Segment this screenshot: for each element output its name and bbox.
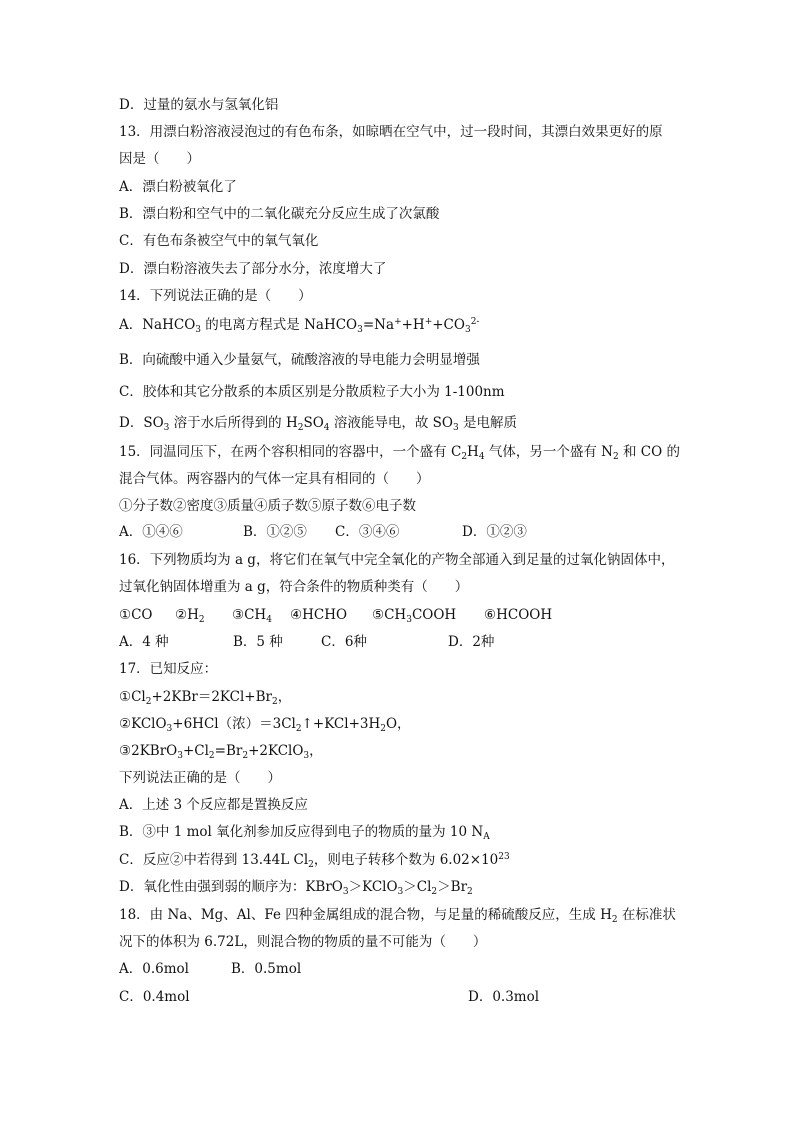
question-14-option-a: A．NaHCO$_3$ 的电离方程式是 $NaHCO_3=Na^++H^++CO_3^{2-}$ — [119, 317, 480, 335]
question-16-text: 16．下列物质均为 a g，将它们在氧气中完全氧化的产物全部通入到足量的过氧化钠固体中， — [119, 552, 675, 568]
question-14-option-c: C．胶体和其它分散系的本质区别是分散质粒子大小为 1-100nm — [119, 384, 505, 400]
question-16-option-a: A．4 种 — [119, 634, 169, 650]
question-15-items: ①分子数②密度③质量④质子数⑤原子数⑥电子数 — [119, 498, 416, 514]
question-16-option-d: D．2种 — [448, 634, 495, 650]
question-18-option-c: C．0.4mol — [119, 989, 190, 1005]
option-d-q12: D．过量的氨水与氢氧化铝 — [119, 97, 279, 113]
question-14-option-d: D．$SO_3$ 溶于水后所得到的 $H_2SO_4$ 溶液能导电，故 $SO_3$ 是电解质 — [119, 415, 517, 433]
question-18-option-b: B．0.5mol — [231, 961, 302, 977]
question-16-item-6: ⑥HCOOH — [484, 607, 553, 623]
question-17-reaction-3: $③2KBrO_3+Cl_2=Br_2+2KClO_3$， — [119, 743, 323, 761]
question-15-option-c: C．③④⑥ — [335, 524, 400, 540]
question-18-option-a: A．0.6mol — [119, 961, 189, 977]
question-16-text-cont: 过氧化钠固体增重为 a g，符合条件的物质种类有（ ） — [119, 579, 469, 595]
question-17-text: 17．已知反应： — [119, 661, 218, 677]
question-13-option-a: A．漂白粉被氧化了 — [119, 179, 237, 195]
question-17-option-d: D．氧化性由强到弱的顺序为：$KBrO_3>KClO_3>Cl_2>Br_2$ — [119, 879, 473, 897]
question-17-reaction-1: $①Cl_2+2KBr=2KCl+Br_2$， — [119, 689, 292, 707]
question-16-item-1: ①CO — [119, 607, 153, 623]
question-15-text-cont: 混合气体。两容器内的气体一定具有相同的（ ） — [119, 471, 430, 487]
question-16-item-4: ④HCHO — [290, 607, 348, 623]
question-18-text-cont: 况下的体积为 6.72L，则混合物的物质的量不可能为（ ） — [119, 934, 487, 950]
question-16-item-2: $②H_2$ — [175, 607, 205, 625]
question-14-text: 14．下列说法正确的是（ ） — [119, 288, 312, 304]
question-13-option-d: D．漂白粉溶液失去了部分水分，浓度增大了 — [119, 261, 387, 277]
question-13-option-c: C．有色布条被空气中的氧气氧化 — [119, 233, 319, 249]
question-13-option-b: B．漂白粉和空气中的二氧化碳充分反应生成了次氯酸 — [119, 206, 440, 222]
question-13-text: 13．用漂白粉溶液浸泡过的有色布条，如晾晒在空气中，过一段时间，其漂白效果更好的原 — [119, 124, 663, 140]
question-15-text: 15．同温同压下，在两个容积相同的容器中，一个盛有 $C_2H_4$ 气体，另一个盛有 $N_2$ 和 CO 的 — [119, 444, 680, 462]
question-16-item-5: $⑤CH_3COOH$ — [372, 607, 457, 625]
question-15-option-a: A．①④⑥ — [119, 524, 183, 540]
question-16-item-3: $③CH_4$ — [232, 607, 272, 625]
question-17-option-c: C．反应②中若得到 13.44L $Cl_2$，则电子转移个数为 $6.02\times 10^{23}$ — [119, 852, 510, 870]
question-18-option-d: D．0.3mol — [468, 989, 540, 1005]
question-14-option-b: B．向硫酸中通入少量氨气，硫酸溶液的导电能力会明显增强 — [119, 352, 480, 368]
question-18-text: 18．由 Na、Mg、Al、Fe 四种金属组成的混合物，与足量的稀硫酸反应，生成 $H_2$ 在标准状 — [119, 907, 676, 925]
question-17-ask: 下列说法正确的是（ ） — [119, 770, 281, 786]
question-13-text-cont: 因是（ ） — [119, 151, 200, 167]
question-16-option-b: B．5 种 — [233, 634, 283, 650]
question-16-option-c: C．6种 — [321, 634, 367, 650]
question-17-reaction-2: ②KClO$_3$+6HCl（浓）$=3Cl_2↑+KCl+3H_2O$， — [119, 716, 411, 734]
question-15-option-d: D．①②③ — [462, 524, 527, 540]
question-15-option-b: B．①②⑤ — [243, 524, 307, 540]
question-17-option-b: B．③中 1 mol 氧化剂参加反应得到电子的物质的量为 10 $N_A$ — [119, 824, 490, 842]
question-17-option-a: A．上述 3 个反应都是置换反应 — [119, 797, 308, 813]
